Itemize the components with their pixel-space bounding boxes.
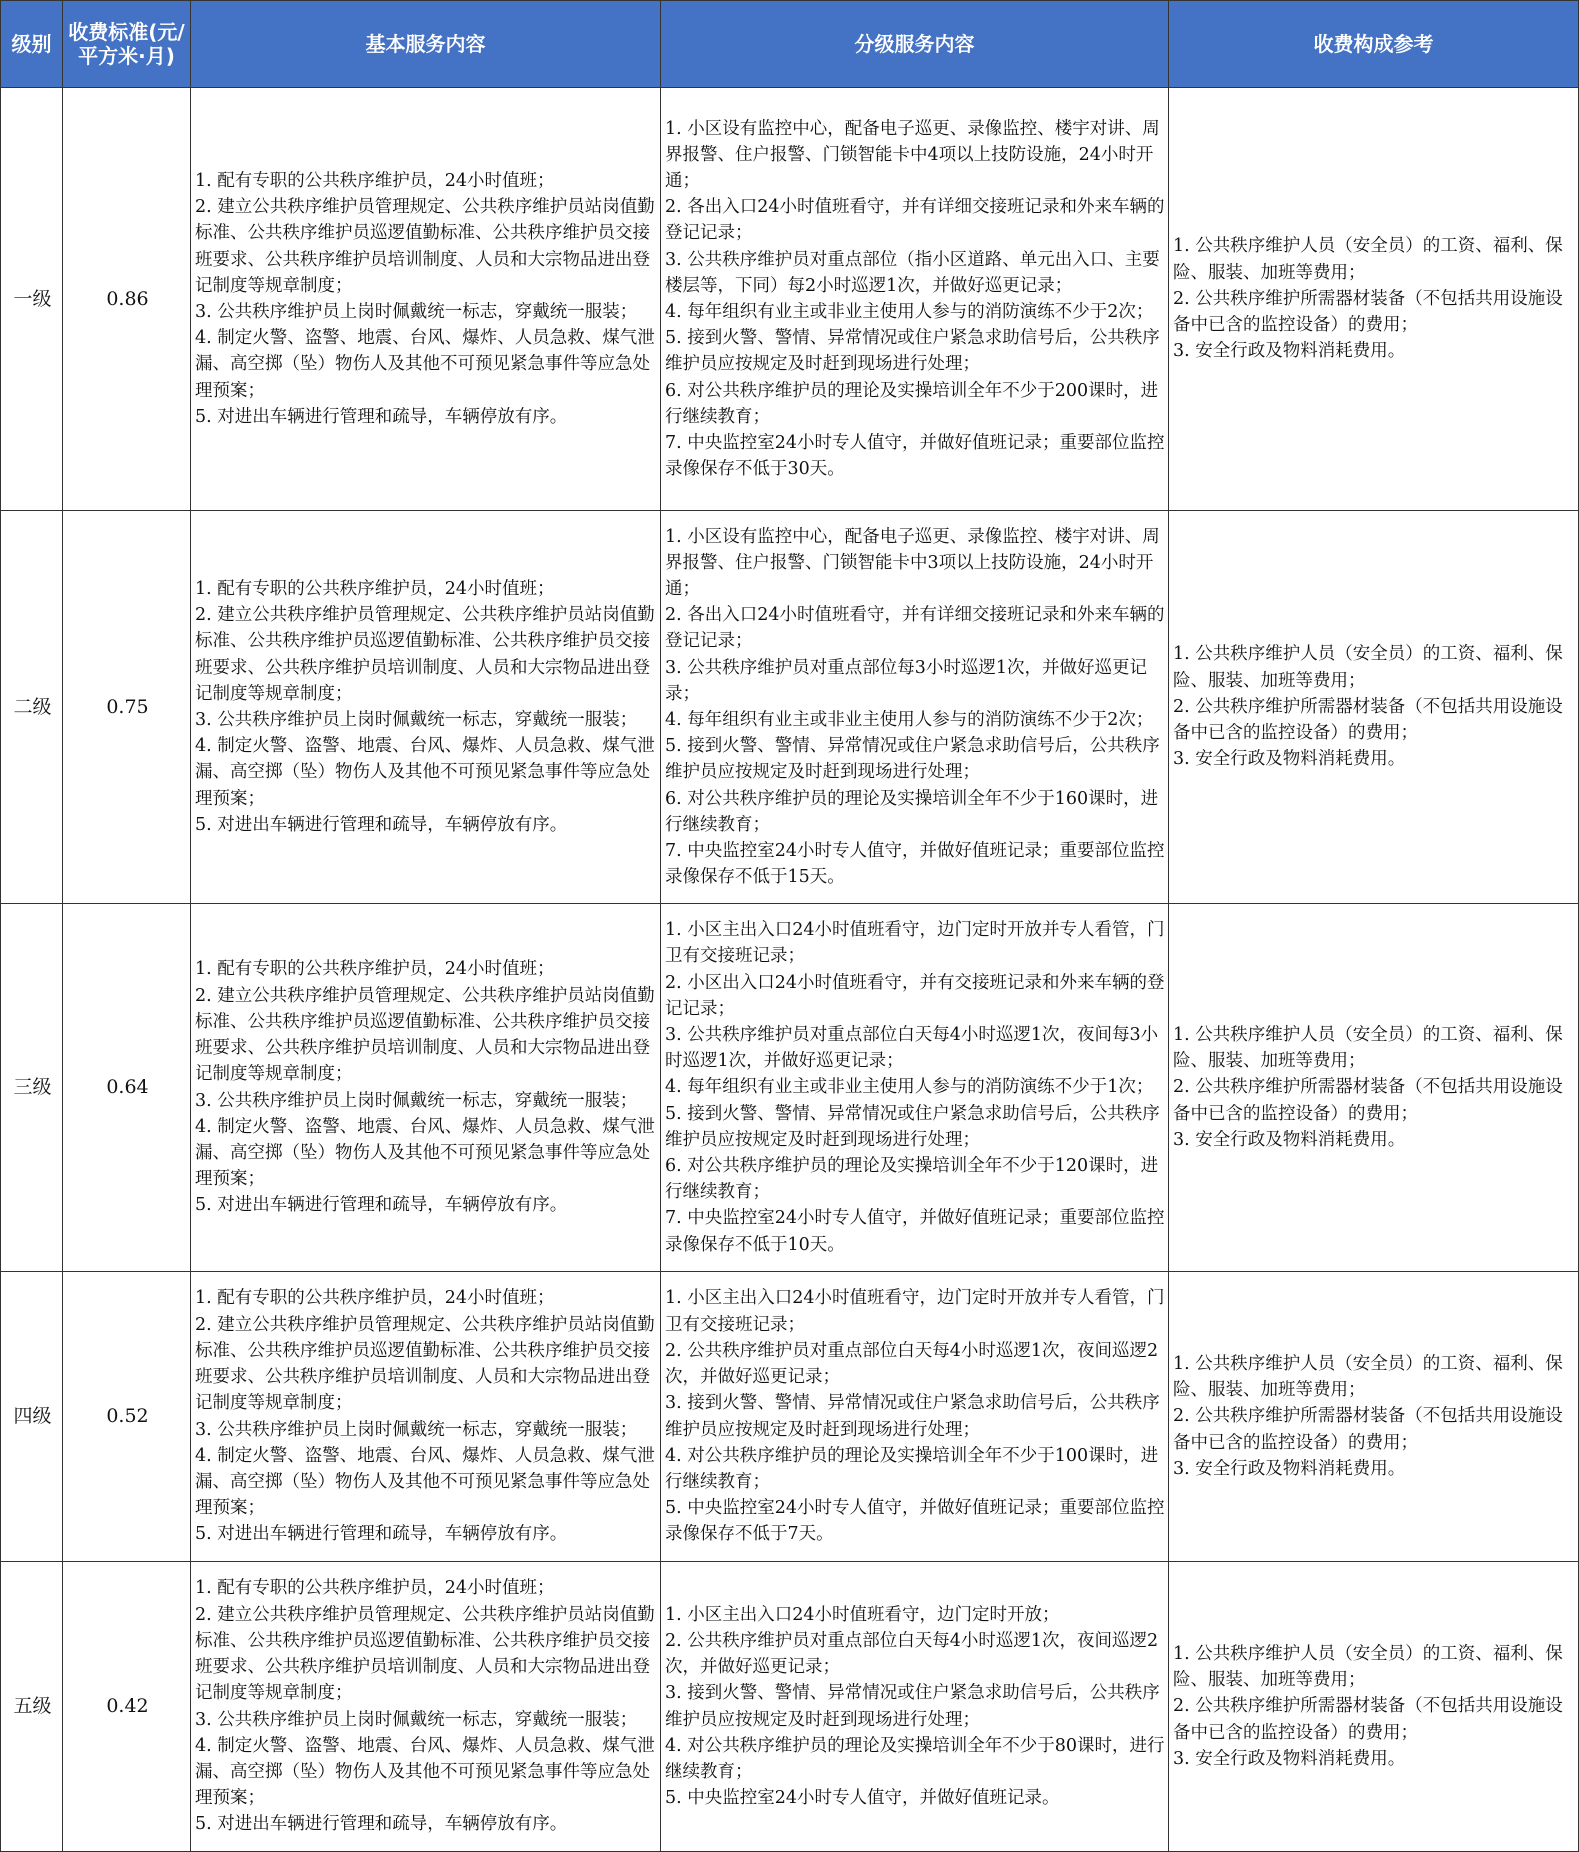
basic-service-cell xyxy=(191,904,661,1272)
level-cell: 二级 xyxy=(1,511,63,904)
basic-service-cell xyxy=(191,88,661,511)
list-item: 3. 公共秩序维护员上岗时佩戴统一标志，穿戴统一服装； xyxy=(195,302,638,322)
cost-composition-list xyxy=(1173,233,1576,364)
header-row xyxy=(1,1,1579,88)
graded-service-cell xyxy=(661,511,1169,904)
graded-service-list xyxy=(665,1285,1166,1547)
table-row xyxy=(1,1272,1579,1562)
table-row xyxy=(1,1562,1579,1852)
basic-service-cell xyxy=(191,511,661,904)
list-item: 2. 小区出入口24小时值班看守，并有交接班记录和外来车辆的登记记录； xyxy=(665,972,1165,1019)
list-item: 1. 小区设有监控中心，配备电子巡更、录像监控、楼宇对讲、周界报警、住户报警、门锁智能卡中3项以上技防设施，24小时开通； xyxy=(665,526,1160,599)
list-item: 5. 对进出车辆进行管理和疏导，车辆停放有序。 xyxy=(195,1524,568,1545)
list-item: 4. 对公共秩序维护员的理论及实操培训全年不少于100课时，进行继续教育； xyxy=(665,1445,1159,1492)
graded-service-cell xyxy=(661,1272,1169,1562)
level-cell: 五级 xyxy=(1,1562,63,1852)
list-item: 4. 制定火警、盗警、地震、台风、爆炸、人员急救、煤气泄漏、高空掷（坠）物伤人及其他不可预见紧急事件等应急处理预案； xyxy=(195,1116,655,1190)
list-item: 1. 小区主出入口24小时值班看守，边门定时开放并专人看管，门卫有交接班记录； xyxy=(665,1288,1165,1335)
list-item: 1. 小区主出入口24小时值班看守，边门定时开放； xyxy=(665,1604,1060,1625)
graded-service-list xyxy=(665,116,1166,483)
basic-service-list xyxy=(195,1285,658,1547)
list-item: 3. 公共秩序维护员对重点部位（指小区道路、单元出入口、主要楼层等，下同）每2小时巡逻1次，并做好巡更记录； xyxy=(665,249,1160,296)
graded-service-cell xyxy=(661,904,1169,1272)
list-item: 2. 公共秩序维护所需器材装备（不包括共用设施设备中已含的监控设备）的费用； xyxy=(1173,1696,1563,1743)
list-item: 3. 公共秩序维护员对重点部位白天每4小时巡逻1次，夜间每3小时巡逻1次，并做好巡更记录； xyxy=(665,1024,1159,1072)
list-item: 7. 中央监控室24小时专人值守，并做好值班记录；重要部位监控录像保存不低于10天。 xyxy=(665,1208,1165,1255)
basic-service-list xyxy=(195,576,658,838)
list-item: 3. 公共秩序维护员上岗时佩戴统一标志，穿戴统一服装； xyxy=(195,710,638,730)
cost-composition-list xyxy=(1173,1022,1576,1153)
level-cell: 四级 xyxy=(1,1272,63,1562)
list-item: 7. 中央监控室24小时专人值守，并做好值班记录；重要部位监控录像保存不低于30天。 xyxy=(665,433,1165,480)
list-item: 6. 对公共秩序维护员的理论及实操培训全年不少于160课时，进行继续教育； xyxy=(665,788,1159,835)
list-item: 1. 公共秩序维护人员（安全员）的工资、福利、保险、服装、加班等费用； xyxy=(1173,1353,1563,1401)
table-row xyxy=(1,88,1579,511)
list-item: 2. 公共秩序维护所需器材装备（不包括共用设施设备中已含的监控设备）的费用； xyxy=(1173,1077,1563,1124)
level-cell: 一级 xyxy=(1,88,63,511)
table-row xyxy=(1,904,1579,1272)
basic-service-cell xyxy=(191,1272,661,1562)
list-item: 3. 公共秩序维护员上岗时佩戴统一标志，穿戴统一服装； xyxy=(195,1709,638,1730)
list-item: 3. 安全行政及物料消耗费用。 xyxy=(1173,749,1406,770)
list-item: 2. 公共秩序维护员对重点部位白天每4小时巡逻1次，夜间巡逻2次，并做好巡更记录； xyxy=(665,1340,1159,1388)
basic-service-list xyxy=(195,1575,658,1837)
list-item: 2. 公共秩序维护员对重点部位白天每4小时巡逻1次，夜间巡逻2次，并做好巡更记录； xyxy=(665,1630,1159,1678)
list-item: 1. 配有专职的公共秩序维护员，24小时值班； xyxy=(195,1578,555,1599)
list-item: 3. 公共秩序维护员对重点部位每3小时巡逻1次，并做好巡更记录； xyxy=(665,657,1148,704)
fee-cell: 0.64 xyxy=(63,904,191,1272)
list-item: 1. 小区设有监控中心，配备电子巡更、录像监控、楼宇对讲、周界报警、住户报警、门锁智能卡中4项以上技防设施，24小时开通； xyxy=(665,118,1160,191)
list-item: 3. 安全行政及物料消耗费用。 xyxy=(1173,1748,1406,1769)
list-item: 1. 公共秩序维护人员（安全员）的工资、福利、保险、服装、加班等费用； xyxy=(1173,236,1563,283)
list-item: 2. 建立公共秩序维护员管理规定、公共秩序维护员站岗值勤标准、公共秩序维护员巡逻值勤标准、公共秩序维护员交接班要求、公共秩序维护员培训制度、人员和大宗物品进出登记制度等规章制度； xyxy=(195,197,655,296)
cost-composition-cell xyxy=(1169,511,1579,904)
list-item: 4. 制定火警、盗警、地震、台风、爆炸、人员急救、煤气泄漏、高空掷（坠）物伤人及其他不可预见紧急事件等应急处理预案； xyxy=(195,328,655,401)
cost-composition-cell xyxy=(1169,1272,1579,1562)
list-item: 1. 小区主出入口24小时值班看守，边门定时开放并专人看管，门卫有交接班记录； xyxy=(665,920,1165,967)
list-item: 2. 公共秩序维护所需器材装备（不包括共用设施设备中已含的监控设备）的费用； xyxy=(1173,696,1563,744)
cost-composition-cell xyxy=(1169,88,1579,511)
list-item: 6. 对公共秩序维护员的理论及实操培训全年不少于200课时，进行继续教育； xyxy=(665,380,1159,427)
list-item: 4. 制定火警、盗警、地震、台风、爆炸、人员急救、煤气泄漏、高空掷（坠）物伤人及其他不可预见紧急事件等应急处理预案； xyxy=(195,1445,655,1519)
list-item: 5. 中央监控室24小时专人值守，并做好值班记录；重要部位监控录像保存不低于7天。 xyxy=(665,1498,1165,1545)
fee-cell: 0.75 xyxy=(63,511,191,904)
basic-service-cell xyxy=(191,1562,661,1852)
list-item: 1. 配有专职的公共秩序维护员，24小时值班； xyxy=(195,578,555,599)
cost-composition-list xyxy=(1173,641,1576,772)
fee-cell: 0.42 xyxy=(63,1562,191,1852)
fee-cell: 0.86 xyxy=(63,88,191,511)
list-item: 4. 每年组织有业主或非业主使用人参与的消防演练不少于2次； xyxy=(665,710,1154,730)
cost-composition-list xyxy=(1173,1351,1576,1482)
list-item: 3. 接到火警、警情、异常情况或住户紧急求助信号后，公共秩序维护员应按规定及时赶到现场进行处理； xyxy=(665,1683,1160,1730)
level-cell: 三级 xyxy=(1,904,63,1272)
list-item: 4. 制定火警、盗警、地震、台风、爆炸、人员急救、煤气泄漏、高空掷（坠）物伤人及其他不可预见紧急事件等应急处理预案； xyxy=(195,1735,655,1809)
list-item: 1. 公共秩序维护人员（安全员）的工资、福利、保险、服装、加班等费用； xyxy=(1173,1024,1563,1072)
cost-composition-cell xyxy=(1169,1562,1579,1852)
list-item: 5. 接到火警、警情、异常情况或住户紧急求助信号后，公共秩序维护员应按规定及时赶到现场进行处理； xyxy=(665,328,1160,375)
header-level: 级别 xyxy=(1,1,63,88)
basic-service-list xyxy=(195,956,658,1218)
list-item: 4. 每年组织有业主或非业主使用人参与的消防演练不少于2次； xyxy=(665,302,1154,322)
list-item: 7. 中央监控室24小时专人值守，并做好值班记录；重要部位监控录像保存不低于15天。 xyxy=(665,841,1165,888)
list-item: 3. 公共秩序维护员上岗时佩戴统一标志，穿戴统一服装； xyxy=(195,1419,638,1440)
list-item: 1. 配有专职的公共秩序维护员，24小时值班； xyxy=(195,1288,555,1309)
list-item: 3. 安全行政及物料消耗费用。 xyxy=(1173,1458,1406,1479)
header-cost-composition: 收费构成参考 xyxy=(1169,1,1579,88)
list-item: 1. 公共秩序维护人员（安全员）的工资、福利、保险、服装、加班等费用； xyxy=(1173,644,1563,691)
list-item: 2. 公共秩序维护所需器材装备（不包括共用设施设备中已含的监控设备）的费用； xyxy=(1173,1406,1563,1453)
list-item: 5. 中央监控室24小时专人值守，并做好值班记录。 xyxy=(665,1788,1060,1809)
list-item: 2. 各出入口24小时值班看守，并有详细交接班记录和外来车辆的登记记录； xyxy=(665,605,1165,652)
list-item: 5. 接到火警、警情、异常情况或住户紧急求助信号后，公共秩序维护员应按规定及时赶到现场进行处理； xyxy=(665,736,1160,783)
list-item: 3. 公共秩序维护员上岗时佩戴统一标志，穿戴统一服装； xyxy=(195,1090,638,1111)
list-item: 1. 公共秩序维护人员（安全员）的工资、福利、保险、服装、加班等费用； xyxy=(1173,1643,1563,1691)
list-item: 5. 对进出车辆进行管理和疏导，车辆停放有序。 xyxy=(195,1814,568,1835)
graded-service-list xyxy=(665,917,1166,1258)
list-item: 2. 公共秩序维护所需器材装备（不包括共用设施设备中已含的监控设备）的费用； xyxy=(1173,288,1563,336)
cost-composition-list xyxy=(1173,1641,1576,1772)
list-item: 3. 安全行政及物料消耗费用。 xyxy=(1173,1129,1406,1150)
table-header xyxy=(1,1,1579,88)
list-item: 2. 建立公共秩序维护员管理规定、公共秩序维护员站岗值勤标准、公共秩序维护员巡逻值勤标准、公共秩序维护员交接班要求、公共秩序维护员培训制度、人员和大宗物品进出登记制度等规章制度； xyxy=(195,985,655,1085)
cost-composition-cell xyxy=(1169,904,1579,1272)
basic-service-list xyxy=(195,168,658,430)
list-item: 5. 对进出车辆进行管理和疏导，车辆停放有序。 xyxy=(195,1195,568,1216)
graded-service-list xyxy=(665,1602,1166,1812)
list-item: 2. 建立公共秩序维护员管理规定、公共秩序维护员站岗值勤标准、公共秩序维护员巡逻值勤标准、公共秩序维护员交接班要求、公共秩序维护员培训制度、人员和大宗物品进出登记制度等规章制度； xyxy=(195,1314,655,1414)
table-row xyxy=(1,511,1579,904)
list-item: 5. 对进出车辆进行管理和疏导，车辆停放有序。 xyxy=(195,406,568,427)
header-graded-service: 分级服务内容 xyxy=(661,1,1169,88)
graded-service-cell xyxy=(661,1562,1169,1852)
list-item: 4. 对公共秩序维护员的理论及实操培训全年不少于80课时，进行继续教育； xyxy=(665,1735,1165,1782)
list-item: 6. 对公共秩序维护员的理论及实操培训全年不少于120课时，进行继续教育； xyxy=(665,1156,1159,1203)
header-fee: 收费标准(元/平方米·月) xyxy=(63,1,191,88)
list-item: 3. 接到火警、警情、异常情况或住户紧急求助信号后，公共秩序维护员应按规定及时赶到现场进行处理； xyxy=(665,1393,1160,1440)
list-item: 1. 配有专职的公共秩序维护员，24小时值班； xyxy=(195,170,555,191)
list-item: 5. 接到火警、警情、异常情况或住户紧急求助信号后，公共秩序维护员应按规定及时赶到现场进行处理； xyxy=(665,1103,1160,1150)
list-item: 3. 安全行政及物料消耗费用。 xyxy=(1173,341,1406,362)
header-basic-service: 基本服务内容 xyxy=(191,1,661,88)
graded-service-cell xyxy=(661,88,1169,511)
graded-service-list xyxy=(665,524,1166,891)
list-item: 4. 制定火警、盗警、地震、台风、爆炸、人员急救、煤气泄漏、高空掷（坠）物伤人及其他不可预见紧急事件等应急处理预案； xyxy=(195,736,655,809)
list-item: 5. 对进出车辆进行管理和疏导，车辆停放有序。 xyxy=(195,814,568,835)
list-item: 2. 各出入口24小时值班看守，并有详细交接班记录和外来车辆的登记记录； xyxy=(665,197,1165,244)
list-item: 2. 建立公共秩序维护员管理规定、公共秩序维护员站岗值勤标准、公共秩序维护员巡逻值勤标准、公共秩序维护员交接班要求、公共秩序维护员培训制度、人员和大宗物品进出登记制度等规章制度； xyxy=(195,605,655,704)
table-body xyxy=(1,88,1579,1852)
fee-cell: 0.52 xyxy=(63,1272,191,1562)
list-item: 2. 建立公共秩序维护员管理规定、公共秩序维护员站岗值勤标准、公共秩序维护员巡逻值勤标准、公共秩序维护员交接班要求、公共秩序维护员培训制度、人员和大宗物品进出登记制度等规章制度； xyxy=(195,1604,655,1704)
list-item: 4. 每年组织有业主或非业主使用人参与的消防演练不少于1次； xyxy=(665,1077,1154,1098)
list-item: 1. 配有专职的公共秩序维护员，24小时值班； xyxy=(195,959,555,980)
